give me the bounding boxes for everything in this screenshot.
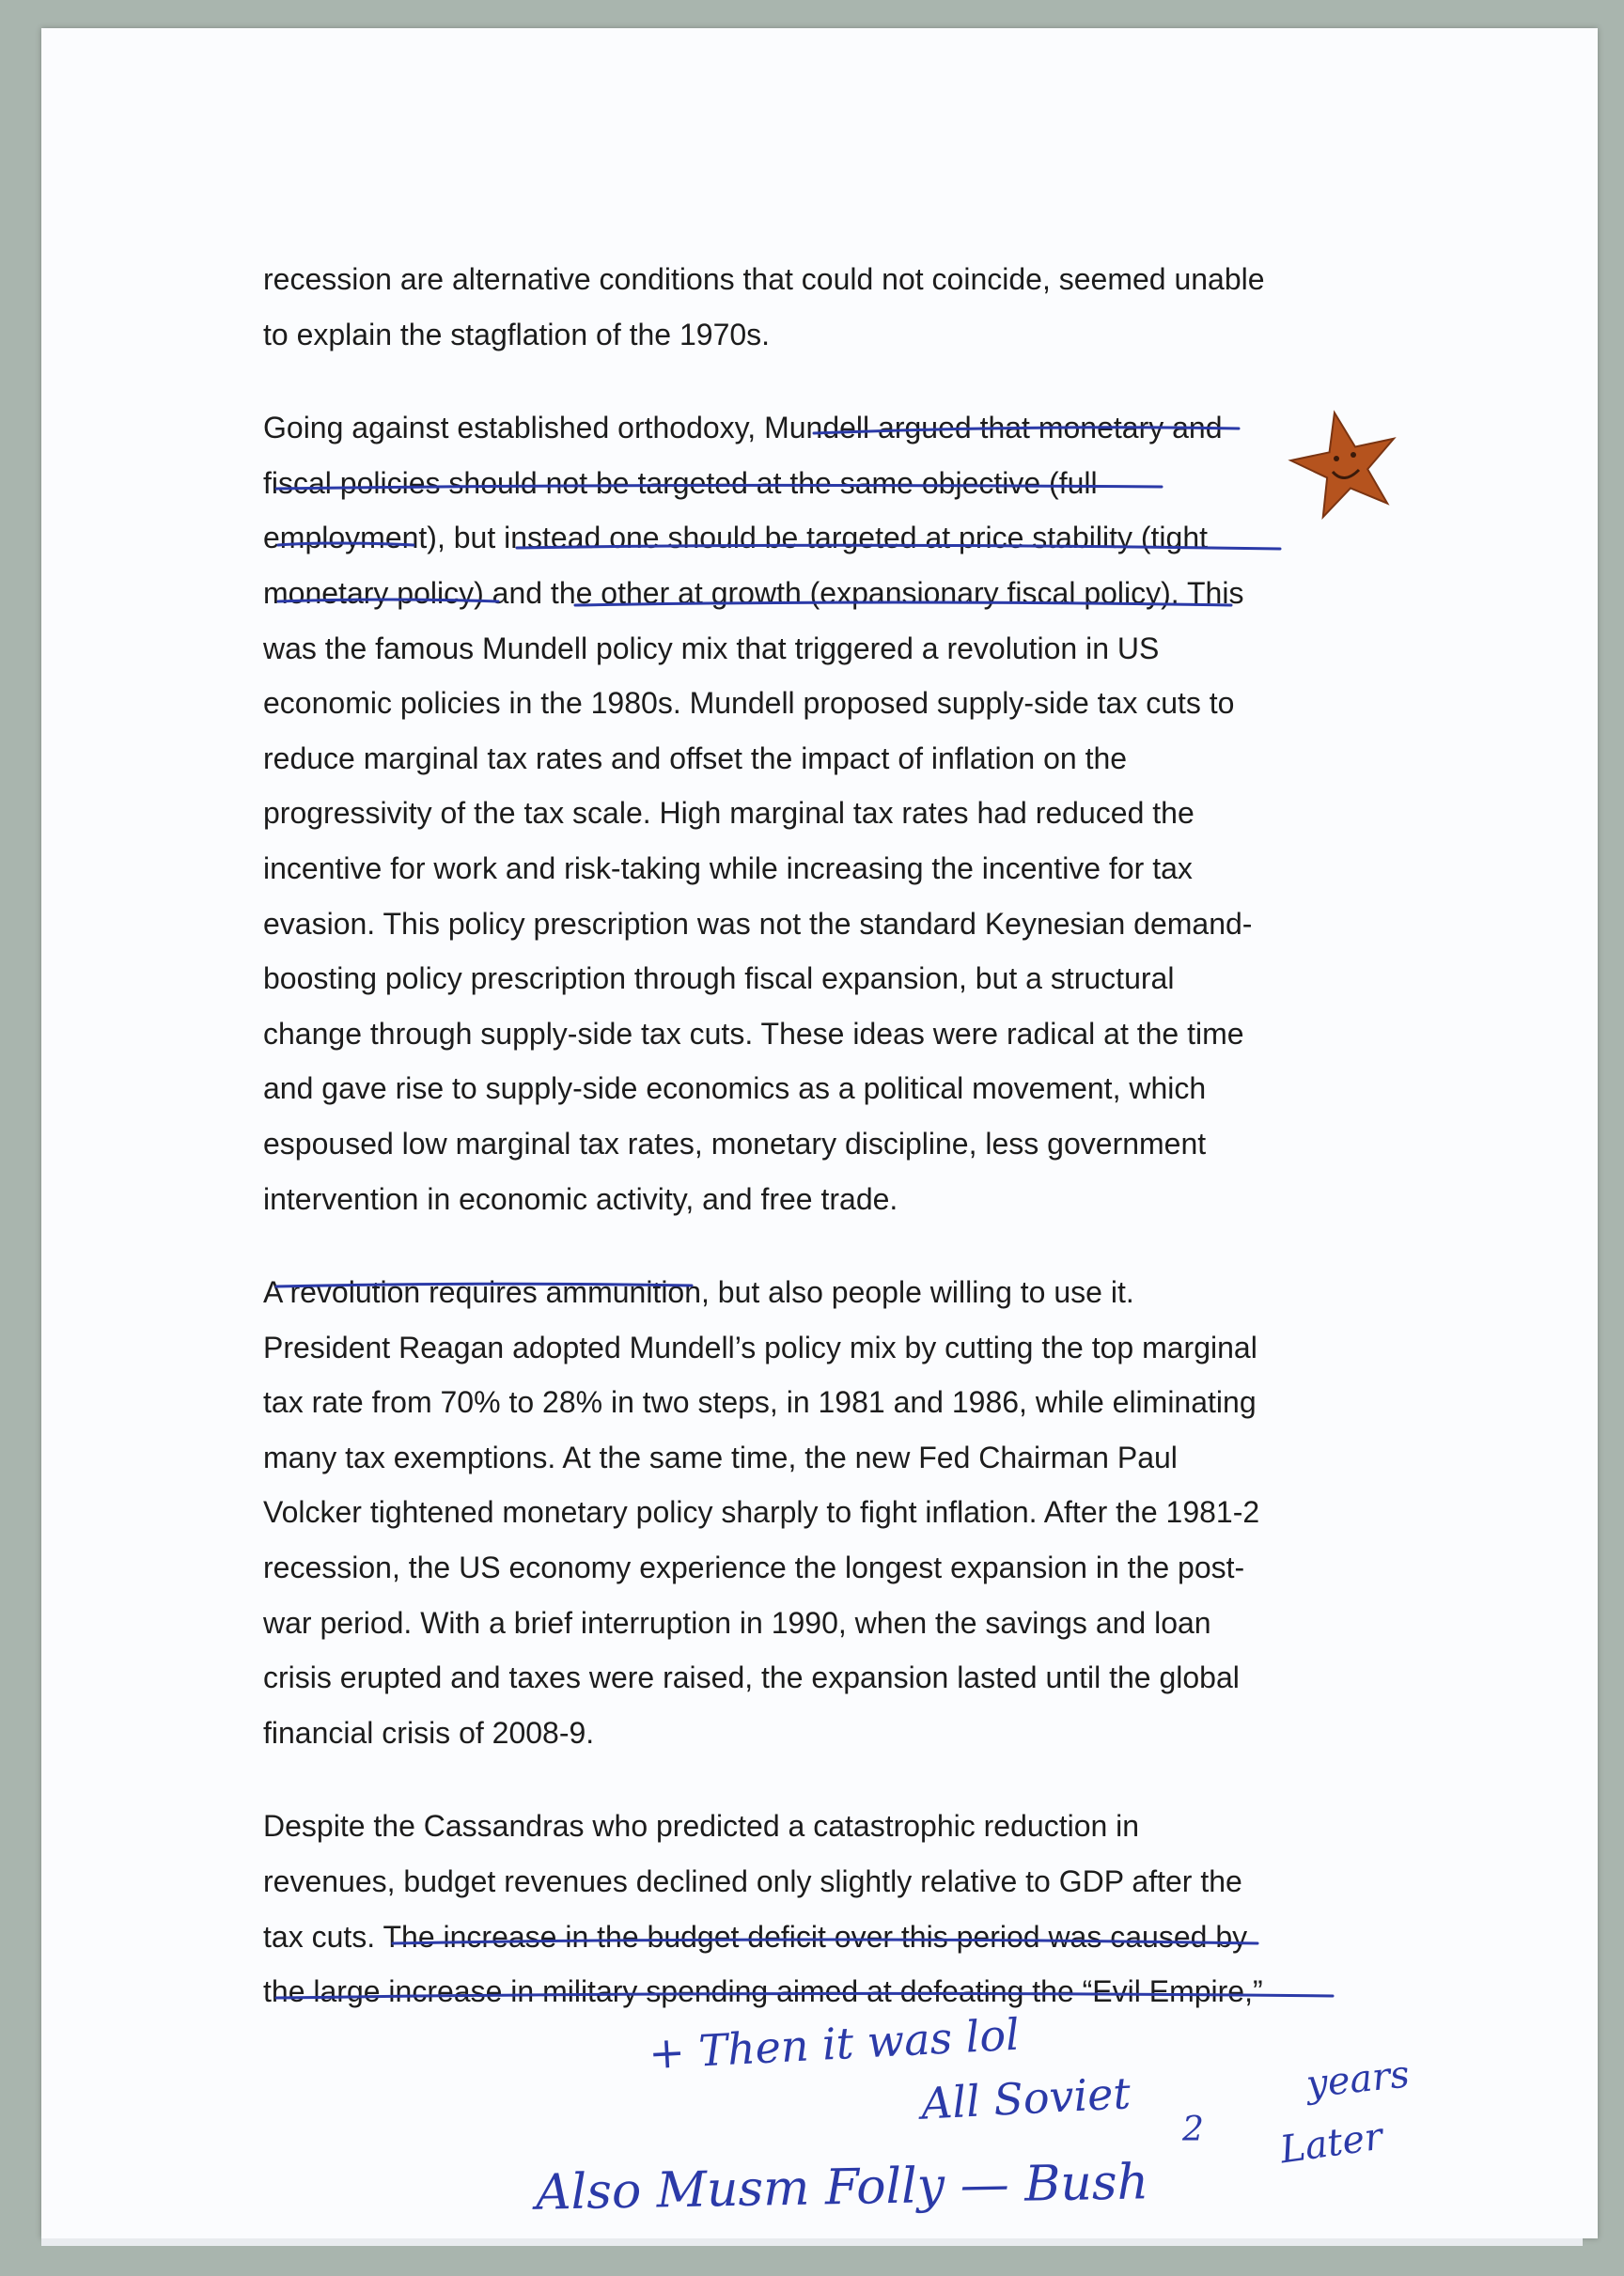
text-line: crisis erupted and taxes were raised, the expansion lasted until the global xyxy=(263,1660,1240,1695)
text-line: progressivity of the tax scale. High marginal tax rates had reduced the xyxy=(263,796,1195,831)
text-line: change through supply-side tax cuts. These ideas were radical at the time xyxy=(263,1016,1244,1051)
handwritten-note-line: + Then it was lol xyxy=(647,2008,1022,2080)
paragraph xyxy=(263,400,1382,1226)
page-edge xyxy=(41,2238,1583,2246)
text-line: to explain the stagflation of the 1970s. xyxy=(263,317,771,351)
text-line: tax rate from 70% to 28% in two steps, in 1981 and 1986, while eliminating xyxy=(263,1385,1257,1420)
paragraph xyxy=(263,1799,1382,2019)
text-line: reduce marginal tax rates and offset the impact of inflation on the xyxy=(263,740,1128,775)
text-line: fiscal policies should not be targeted at the same objective (full xyxy=(263,465,1098,500)
text-line: Volcker tightened monetary policy sharply to fight inflation. After the 1981-2 xyxy=(263,1495,1260,1530)
text-line: war period. With a brief interruption in 1990, when the savings and loan xyxy=(263,1605,1211,1640)
paragraph xyxy=(263,1265,1382,1760)
text-line: revenues, budget revenues declined only slightly relative to GDP after the xyxy=(263,1864,1242,1899)
text-line: Despite the Cassandras who predicted a catastrophic reduction in xyxy=(263,1809,1140,1844)
handwritten-note-line: Also Musm Folly — Bush xyxy=(535,2154,1149,2221)
text-line: employment), but instead one should be targeted at price stability (tight xyxy=(263,521,1209,555)
text-line: many tax exemptions. At the same time, the new Fed Chairman Paul xyxy=(263,1440,1178,1474)
text-line: was the famous Mundell policy mix that triggered a revolution in US xyxy=(263,631,1160,665)
handwritten-note-line: Later xyxy=(1277,2114,1385,2173)
text-line: President Reagan adopted Mundell’s policy mix by cutting the top marginal xyxy=(263,1330,1257,1364)
text-line: boosting policy prescription through fiscal expansion, but a structural xyxy=(263,961,1175,996)
text-line: A revolution requires ammunition, but also people willing to use it. xyxy=(263,1275,1134,1310)
text-line: recession, the US economy experience the longest expansion in the post- xyxy=(263,1551,1245,1585)
handwritten-note-line: 2 xyxy=(1182,2111,1204,2149)
text-line: incentive for work and risk-taking while increasing the incentive for tax xyxy=(263,850,1193,885)
text-line: Going against established orthodoxy, Mundell argued that monetary and xyxy=(263,411,1223,445)
text-line: and gave rise to supply-side economics as a political movement, which xyxy=(263,1071,1207,1106)
handwritten-note-line: years xyxy=(1304,2052,1412,2107)
text-line: economic policies in the 1980s. Mundell proposed supply-side tax cuts to xyxy=(263,686,1235,721)
text-line: recession are alternative conditions that could not coincide, seemed unable xyxy=(263,262,1265,296)
document-body xyxy=(263,252,1382,2058)
text-line: financial crisis of 2008-9. xyxy=(263,1715,595,1750)
text-line: tax cuts. The increase in the budget deficit over this period was caused by xyxy=(263,1919,1248,1954)
text-line: intervention in economic activity, and free trade. xyxy=(263,1181,898,1216)
text-line: espoused low marginal tax rates, monetary discipline, less government xyxy=(263,1126,1207,1161)
handwritten-note-line: All Soviet xyxy=(919,2067,1132,2129)
text-line: monetary policy) and the other at growth (expansionary fiscal policy). This xyxy=(263,575,1244,610)
paragraph xyxy=(263,252,1382,362)
text-line: evasion. This policy prescription was not the standard Keynesian demand- xyxy=(263,906,1253,941)
text-line: the large increase in military spending aimed at defeating the “Evil Empire,” xyxy=(263,1974,1263,2009)
